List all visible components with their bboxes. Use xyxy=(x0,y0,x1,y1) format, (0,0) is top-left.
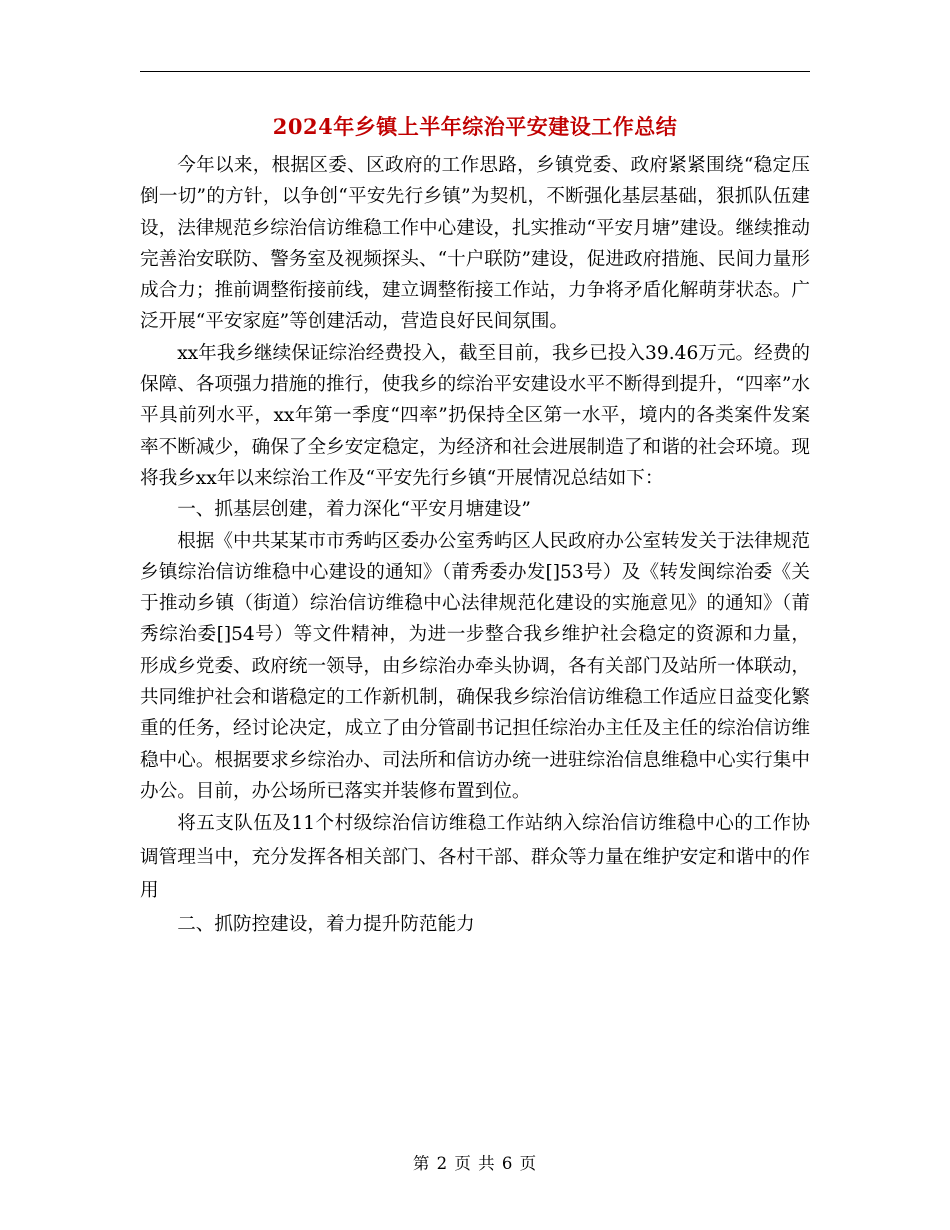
paragraph-center-setup: 根据《中共某某市市秀屿区委办公室秀屿区人民政府办公室转发关于法律规范乡镇综治信访维稳中心建设的通知》（莆秀委办发[]53号）及《转发闽综治委《关于推动乡镇（街道）综治信访维稳中心法律规范化建设的实施意见》的通知》（莆秀综治委[]54号）等文件精神，为进一步整合我乡维护社会稳定的资源和力量，形成乡党委、政府统一领导，由乡综治办牵头协调，各有关部门及站所一体联动，共同维护社会和谐稳定的工作新机制，确保我乡综治信访维稳工作适应日益变化繁重的任务，经讨论决定，成立了由分管副书记担任综治办主任及主任的综治信访维稳中心。根据要求乡综治办、司法所和信访办统一进驻综治信息维稳中心实行集中办公。目前，办公场所已落实并装修布置到位。 xyxy=(140,530,810,802)
paragraph-funding: xx年我乡继续保证综治经费投入，截至目前，我乡已投入39.46万元。经费的保障、各项强力措施的推行，使我乡的综治平安建设水平不断得到提升，“四率”水平具前列水平，xx年第一季度“四率”扔保持全区第一水平，境内的各类案件发案率不断减少，确保了全乡安定稳定，为经济和社会进展制造了和谐的社会环境。现将我乡xx年以来综治工作及“平安先行乡镇“开展情况总结如下： xyxy=(140,342,810,489)
section-heading-2: 二、抓防控建设，着力提升防范能力 xyxy=(177,913,475,935)
document-title: 2024年乡镇上半年综治平安建设工作总结 xyxy=(272,114,678,139)
paragraph-teams: 将五支队伍及11个村级综治信访维稳工作站纳入综治信访维稳中心的工作协调管理当中，充分发挥各相关部门、各村干部、群众等力量在维护安定和谐中的作用 xyxy=(140,813,810,902)
paragraph-intro: 今年以来，根据区委、区政府的工作思路，乡镇党委、政府紧紧围绕“稳定压倒一切”的方针，以争创“平安先行乡镇”为契机，不断强化基层基础，狠抓队伍建设，法律规范乡综治信访维稳工作中心建设，扎实推动“平安月塘”建设。继续推动完善治安联防、警务室及视频探头、“十户联防”建设，促进政府措施、民间力量形成合力；推前调整衔接前线，建立调整衔接工作站，力争将矛盾化解萌芽状态。广泛开展“平安家庭”等创建活动，营造良好民间氛围。 xyxy=(140,155,810,333)
header-rule xyxy=(140,71,810,72)
section-heading-1: 一、抓基层创建，着力深化“平安月塘建设” xyxy=(177,499,531,521)
page-number-footer: 第 2 页 共 6 页 xyxy=(412,1154,538,1173)
document-body xyxy=(140,150,810,941)
